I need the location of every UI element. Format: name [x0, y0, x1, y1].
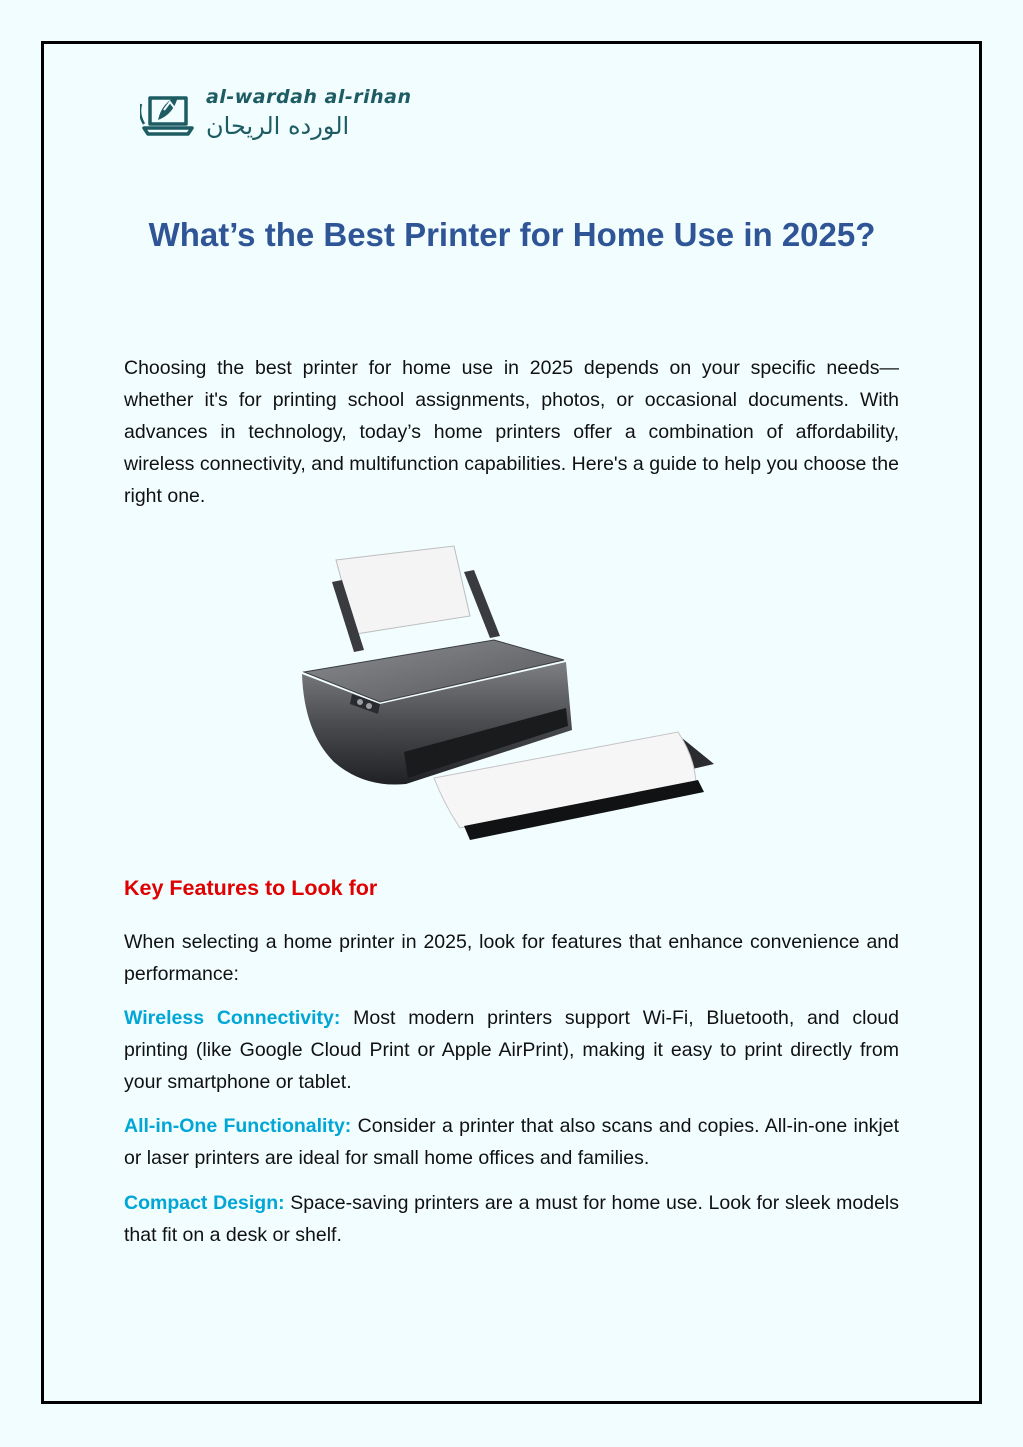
feature-text: Most modern printers support Wi-Fi, Bluetooth, and cloud printing (like Google Cloud Print or Apple AirPrint), making it easy to print directly from your smartphone or tablet. [124, 1007, 899, 1093]
page-title: What’s the Best Printer for Home Use in 2025? [148, 216, 876, 253]
brand-logo [140, 84, 440, 146]
feature-text: Consider a printer that also scans and copies. All-in-one inkjet or laser printers are ideal for small home offices and families. [124, 1115, 900, 1169]
feature-item [124, 1110, 899, 1174]
feature-item [124, 1002, 899, 1098]
printer-image [294, 542, 722, 852]
features-intro-paragraph: When selecting a home printer in 2025, look for features that enhance convenience and performance: [124, 931, 899, 985]
feature-item [124, 1187, 899, 1251]
brand-name-arabic: الورده الريحان [206, 112, 350, 140]
feature-text: Space-saving printers are a must for home use. Look for sleek models that fit on a desk or shelf. [124, 1192, 899, 1246]
laptop-leaf-logo-icon [140, 84, 196, 144]
section-heading: Key Features to Look for [124, 876, 378, 900]
intro-paragraph: Choosing the best printer for home use in 2025 depends on your specific needs—whether it's for printing school assignments, photos, or occasional documents. With advances in technology, today’s home printers offer a combination of affordability, wireless connectivity, and multifunction capabilities. Here's a guide to help you choose the right one. [124, 357, 899, 507]
feature-label: Wireless Connectivity: [124, 1007, 341, 1029]
feature-label: All-in-One Functionality: [124, 1115, 352, 1137]
feature-label: Compact Design: [124, 1192, 285, 1214]
brand-name-english: al-wardah al-rihan [206, 86, 412, 108]
